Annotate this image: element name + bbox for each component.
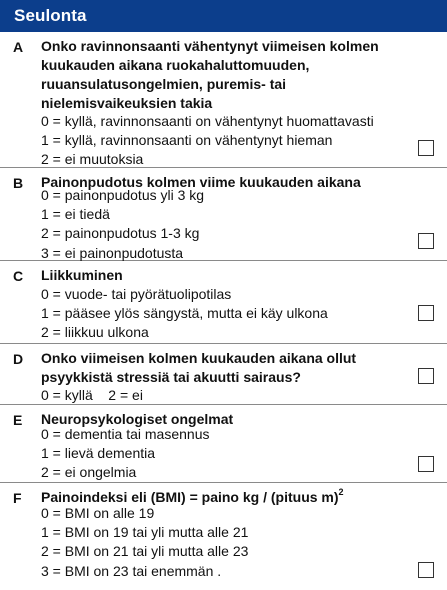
answer-option: 1 = lievä dementia bbox=[41, 445, 156, 462]
answer-option: 0 = kyllä, ravinnonsaanti on vähentynyt huomattavasti bbox=[41, 113, 374, 129]
question-letter: C bbox=[13, 268, 24, 284]
score-checkbox[interactable] bbox=[418, 305, 434, 321]
question-text: Painonpudotus kolmen viime kuukauden aikana bbox=[41, 174, 361, 190]
answer-option: 1 = pääsee ylös sängystä, mutta ei käy ulkona bbox=[41, 305, 328, 322]
score-checkbox[interactable] bbox=[418, 140, 434, 156]
answer-option: 1 = ei tiedä bbox=[41, 206, 110, 223]
answer-option: 2 = ei ongelmia bbox=[41, 464, 137, 481]
header-title: Seulonta bbox=[14, 6, 87, 25]
question-text-main: Painoindeksi eli (BMI) = paino kg / (pituus m) bbox=[41, 489, 339, 505]
answer-option: 2 = BMI on 21 tai yli mutta alle 23 bbox=[41, 543, 249, 560]
question-text: Neuropsykologiset ongelmat bbox=[41, 411, 234, 427]
question-letter: A bbox=[13, 39, 24, 55]
question-section-e bbox=[0, 405, 447, 483]
superscript-exponent: 2 bbox=[338, 487, 344, 498]
answer-options bbox=[41, 504, 421, 581]
answer-option: 2 = ei muutoksia bbox=[41, 151, 144, 168]
score-checkbox[interactable] bbox=[418, 368, 434, 384]
score-checkbox[interactable] bbox=[418, 233, 434, 249]
answer-options bbox=[41, 285, 421, 343]
answer-options bbox=[41, 112, 421, 170]
question-letter: B bbox=[13, 175, 24, 191]
answer-option: 0 = dementia tai masennus bbox=[41, 426, 210, 442]
answer-option: 3 = BMI on 23 tai enemmän . bbox=[41, 562, 222, 579]
question-text: Liikkuminen bbox=[41, 267, 123, 283]
question-section-b bbox=[0, 168, 447, 261]
answer-option: 0 = painonpudotus yli 3 kg bbox=[41, 187, 205, 203]
answer-option: 2 = painonpudotus 1-3 kg bbox=[41, 225, 200, 242]
answer-option: 2 = liikkuu ulkona bbox=[41, 324, 149, 341]
question-section-f bbox=[0, 483, 447, 590]
answer-option: 1 = kyllä, ravinnonsaanti on vähentynyt hieman bbox=[41, 132, 333, 149]
question-section-c bbox=[0, 261, 447, 344]
question-letter: D bbox=[13, 351, 24, 367]
section-header bbox=[0, 0, 447, 32]
question-text: Onko viimeisen kolmen kuukauden aikana ollut psyykkistä stressiä tai akuutti sairaus? bbox=[41, 350, 357, 385]
question-letter: E bbox=[13, 412, 23, 428]
answer-option: 0 = kyllä 2 = ei bbox=[41, 387, 143, 403]
answer-options bbox=[41, 186, 421, 263]
score-checkbox[interactable] bbox=[418, 562, 434, 578]
question-section-a bbox=[0, 32, 447, 168]
question-letter: F bbox=[13, 490, 22, 506]
answer-option: 0 = vuode- tai pyörätuolipotilas bbox=[41, 286, 232, 302]
question-section-d bbox=[0, 344, 447, 405]
answer-options bbox=[41, 386, 421, 405]
answer-option: 1 = BMI on 19 tai yli mutta alle 21 bbox=[41, 524, 249, 541]
answer-option: 3 = ei painonpudotusta bbox=[41, 244, 184, 261]
score-checkbox[interactable] bbox=[418, 456, 434, 472]
answer-options bbox=[41, 425, 421, 483]
answer-option: 0 = BMI on alle 19 bbox=[41, 505, 155, 521]
question-text: Onko ravinnonsaanti vähentynyt viimeisen kolmen kuukauden aikana ruokahaluttomuuden, ruuansulatusongelmien, puremis- tai nielemisvaikeuksien takia bbox=[41, 38, 379, 111]
